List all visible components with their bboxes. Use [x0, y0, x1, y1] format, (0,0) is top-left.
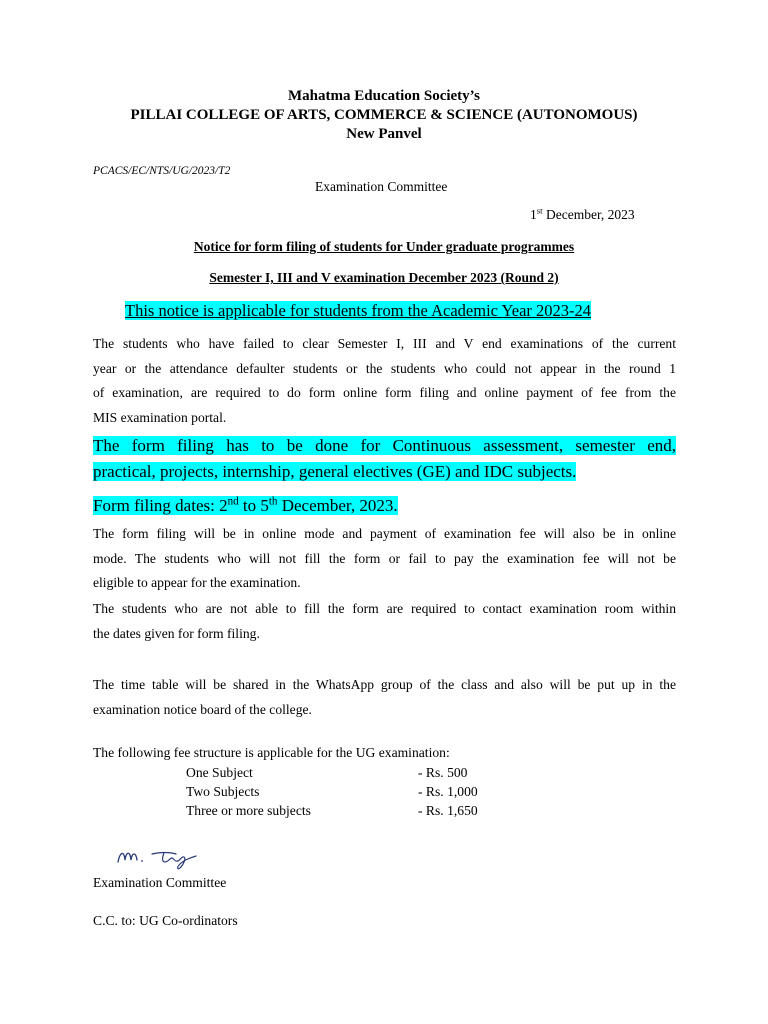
para-line: The students who are not able to fill the form are required to contact examination room within: [93, 601, 676, 616]
para-line: eligible to appear for the examination.: [93, 575, 301, 590]
issuer-name: Examination Committee: [315, 179, 448, 194]
para-line: of examination, are required to do form online form filing and online payment of fee from the: [93, 385, 676, 400]
online-mode-paragraph: [93, 522, 676, 596]
fee-label: Three or more subjects: [186, 803, 311, 818]
para-line: examination notice board of the college.: [93, 701, 312, 717]
fee-amount: - Rs. 1,650: [418, 803, 478, 818]
college-location: New Panvel: [346, 126, 422, 142]
para-line: The form filing will be in online mode and payment of examination fee will also be in online: [93, 526, 676, 541]
form-dates-mid: to 5: [238, 496, 269, 515]
notice-title-line1: Notice for form filing of students for Under graduate programmes: [193, 239, 575, 254]
applicability-notice: [125, 301, 591, 321]
form-filing-dates: [93, 496, 398, 516]
date-suffix: st: [536, 205, 543, 216]
contact-paragraph: [93, 597, 676, 646]
highlight-line: [93, 433, 676, 459]
notice-title-line2: Semester I, III and V examination December 2023 (Round 2): [209, 270, 559, 285]
form-dates-prefix: Form filing dates: 2: [93, 496, 228, 515]
para-line: MIS examination portal.: [93, 409, 227, 425]
para-line: the dates given for form filing.: [93, 625, 260, 641]
applicability-text: This notice is applicable for students from the Academic Year 2023-24: [125, 301, 592, 320]
highlight-line: [93, 459, 676, 485]
para-line: mode. The students who will not fill the form or fail to pay the examination fee will not be: [93, 550, 676, 566]
form-dates-highlight: [93, 496, 398, 515]
society-name: Mahatma Education Society’s: [288, 88, 480, 104]
para-line: The time table will be shared in the WhatsApp group of the class and also will be put up in the: [93, 677, 676, 692]
form-dates-sup1: nd: [227, 495, 239, 508]
fee-amount: - Rs. 1,000: [418, 784, 478, 799]
fee-label: One Subject: [186, 765, 253, 780]
highlight-text: practical, projects, internship, general electives (GE) and IDC subjects.: [93, 462, 577, 481]
fee-intro: The following fee structure is applicable for the UG examination:: [93, 745, 450, 760]
college-name: PILLAI COLLEGE OF ARTS, COMMERCE & SCIENCE (AUTONOMOUS): [130, 107, 638, 123]
para-line: year or the attendance defaulter students or the students who could not appear in the round 1: [93, 360, 676, 376]
signatory: Examination Committee: [93, 875, 227, 890]
date-rest: December, 2023: [542, 207, 635, 222]
form-dates-sup2: th: [268, 495, 278, 508]
reference-number: PCACS/EC/NTS/UG/2023/T2: [93, 165, 231, 177]
fee-label: Two Subjects: [186, 784, 260, 799]
notice-date: [530, 207, 635, 223]
handwritten-signature: [110, 840, 220, 874]
highlight-paragraph: [93, 433, 676, 485]
date-day: 1: [530, 207, 537, 222]
timetable-paragraph: [93, 673, 676, 722]
highlight-text: The form filing has to be done for Continuous assessment, semester end,: [93, 436, 676, 455]
para-line: The students who have failed to clear Semester I, III and V end examinations of the current: [93, 336, 676, 351]
fee-amount: - Rs. 500: [418, 765, 468, 780]
cc-line: C.C. to: UG Co-ordinators: [93, 913, 238, 928]
intro-paragraph: [93, 332, 676, 430]
form-dates-suffix: December, 2023.: [277, 496, 398, 515]
